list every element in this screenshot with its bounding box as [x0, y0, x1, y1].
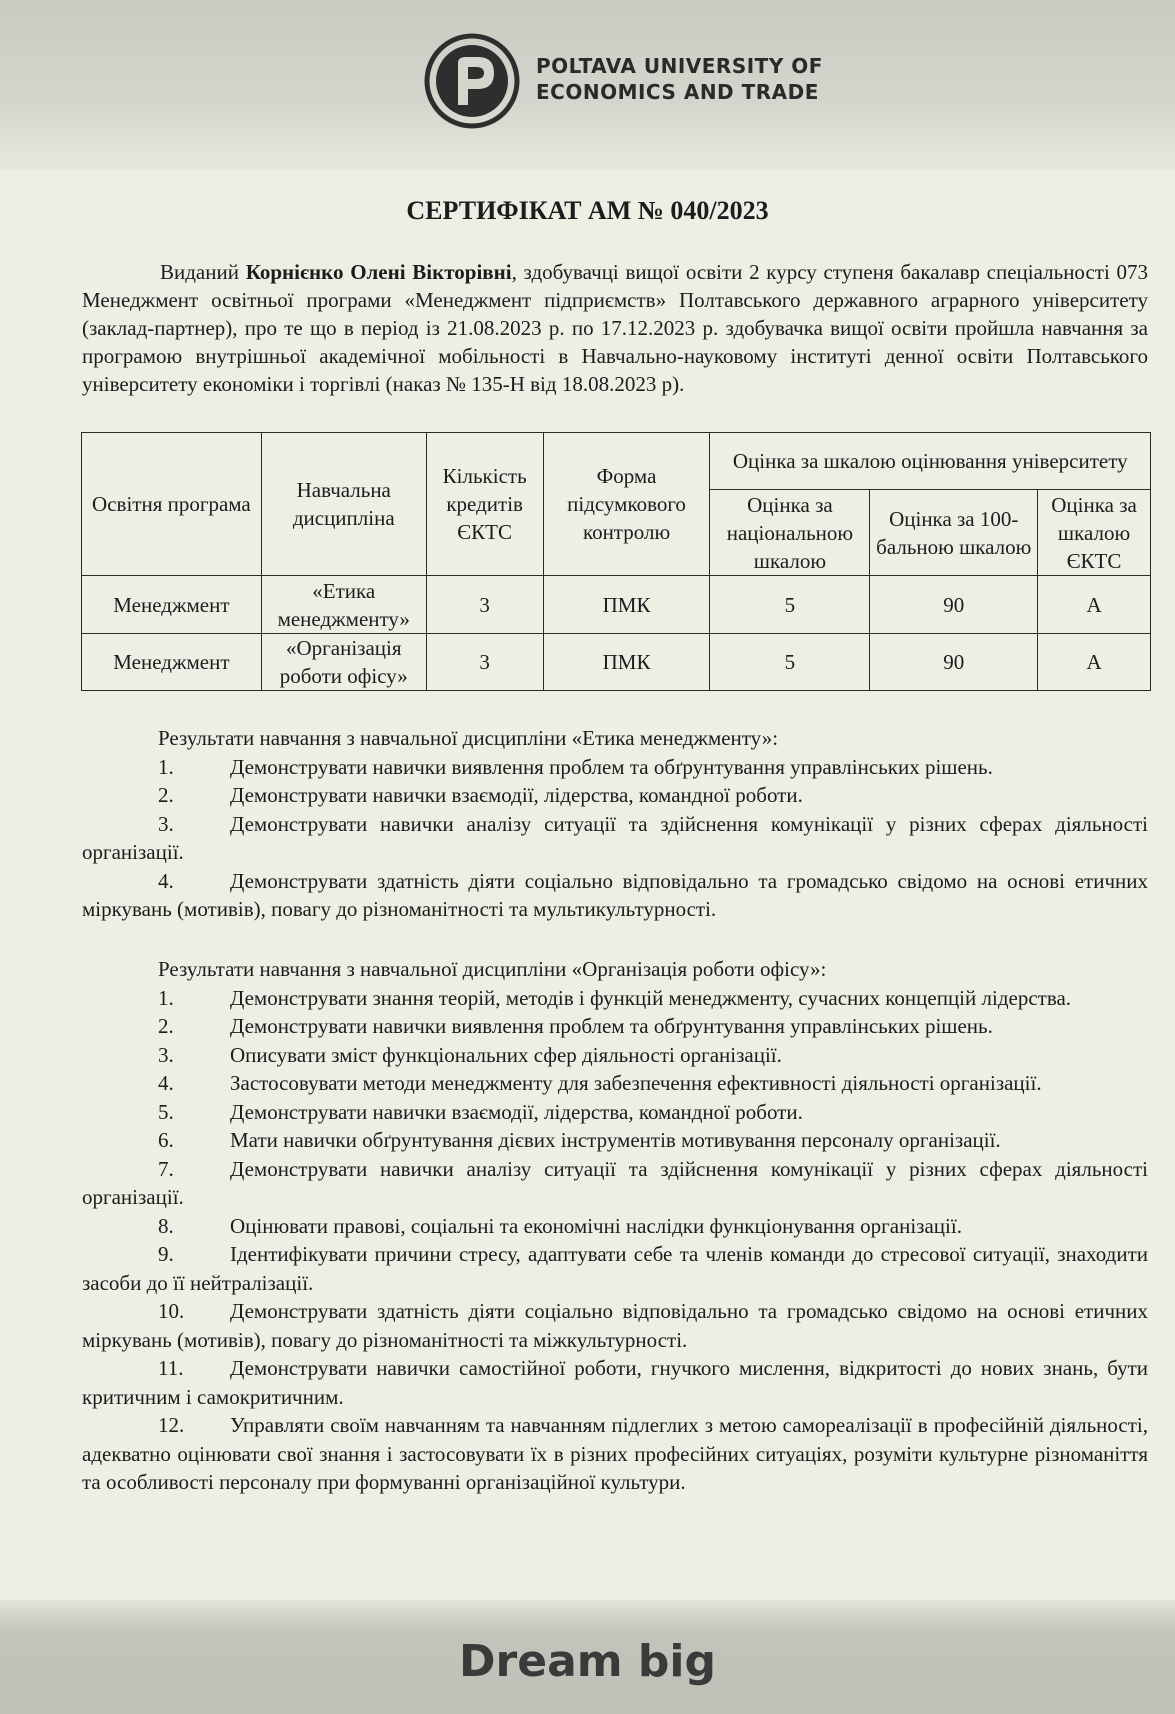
- list-item: [82, 1354, 1148, 1411]
- cell-hundred: 90: [870, 634, 1038, 691]
- item-text: Управляти своїм навчанням та навчанням підлеглих з метою самореалізації в професійній діяльності, адекватно оцінювати свої знання і застосовувати їх в різних професійних ситуаціях, розуміти культурне різноманіття та особливості персоналу при формуванні організаційної культури.: [82, 1413, 1148, 1494]
- cell-control: ПМК: [543, 634, 710, 691]
- item-number: 6.: [158, 1128, 174, 1152]
- item-text: Демонструвати знання теорій, методів і функцій менеджменту, сучасних концепцій лідерства.: [230, 985, 1072, 1010]
- item-number: 4.: [158, 868, 174, 893]
- results-ethics-section: [82, 724, 1148, 924]
- intro-paragraph: [82, 258, 1148, 398]
- certificate-title: СЕРТИФІКАТ АМ № 040/2023: [406, 196, 769, 225]
- header-hundred: Оцінка за 100-бальною шкалою: [870, 490, 1038, 576]
- header-control: Форма підсумкового контролю: [543, 433, 710, 576]
- cell-ects: A: [1038, 576, 1151, 634]
- item-number: 1.: [158, 985, 174, 1010]
- item-text: Описувати зміст функціональних сфер діяльності організації.: [230, 1042, 782, 1067]
- cell-control: ПМК: [543, 576, 710, 634]
- item-number: 2.: [158, 783, 174, 807]
- list-item: [82, 781, 1148, 810]
- item-text: Демонструвати навички виявлення проблем та обґрунтування управлінських рішень.: [230, 754, 993, 779]
- item-number: 5.: [158, 1099, 174, 1124]
- list-item: [82, 810, 1148, 867]
- cell-discipline: «Етика менеджменту»: [261, 576, 426, 634]
- item-text: Демонструвати навички взаємодії, лідерства, командної роботи.: [230, 783, 803, 807]
- item-number: 2.: [158, 1014, 174, 1038]
- cell-credits: 3: [426, 576, 543, 634]
- cell-discipline: «Організація роботи офісу»: [261, 634, 426, 691]
- results-office-heading: Результати навчання з навчальної дисципліни «Організація роботи офісу»:: [158, 957, 827, 981]
- intro-prefix: Виданий: [160, 260, 246, 284]
- cell-program: Менеджмент: [82, 634, 262, 691]
- list-item: [82, 1297, 1148, 1354]
- university-name-line1: POLTAVA UNIVERSITY OF: [536, 54, 823, 78]
- table-row: [82, 576, 1151, 634]
- list-item: [82, 1098, 1148, 1127]
- grades-table: [81, 432, 1151, 691]
- item-number: 1.: [158, 754, 174, 779]
- item-number: 11.: [158, 1356, 184, 1380]
- table-row: [82, 634, 1151, 691]
- list-item: [82, 984, 1148, 1013]
- list-item: [82, 1041, 1148, 1070]
- university-logo-icon: [424, 33, 520, 129]
- list-item: [82, 1240, 1148, 1297]
- list-item: [82, 753, 1148, 782]
- list-item: [82, 1411, 1148, 1497]
- intro-text: , здобувачці вищої освіти 2 курсу ступеня бакалавр спеціальності 073 Менеджмент освітньої програми «Менеджмент підприємств» Полтавського державного аграрного університету (заклад-партнер), про те що в період із 21.08.2023 р. по 17.12.2023 р. здобувачка вищої освіти пройшла навчання за програмою внутрішньої академічної мобільності в Навчально-науковому інституті денної освіти Полтавського університету економіки і торгівлі (наказ № 135-Н від 18.08.2023 р).: [82, 260, 1148, 396]
- list-item: [82, 1155, 1148, 1212]
- cell-credits: 3: [426, 634, 543, 691]
- item-text: Демонструвати навички виявлення проблем та обґрунтування управлінських рішень.: [230, 1014, 993, 1038]
- item-text: Демонструвати здатність діяти соціально відповідально та громадсько свідомо на основі етичних міркувань (мотивів), повагу до різноманітності та мультикультурності.: [82, 868, 1148, 921]
- header-program: Освітня програма: [82, 433, 262, 576]
- cell-national: 5: [710, 634, 870, 691]
- item-number: 9.: [158, 1242, 174, 1266]
- item-text: Демонструвати здатність діяти соціально відповідально та громадсько свідомо на основі етичних міркувань (мотивів), повагу до різноманітності та міжкультурності.: [82, 1299, 1148, 1352]
- university-name-line2: ECONOMICS AND TRADE: [536, 80, 819, 104]
- item-number: 4.: [158, 1071, 174, 1095]
- header-national: Оцінка за національною шкалою: [710, 490, 870, 576]
- item-number: 7.: [158, 1156, 174, 1181]
- cell-ects: A: [1038, 634, 1151, 691]
- header-credits: Кількість кредитів ЄКТС: [426, 433, 543, 576]
- list-item: [82, 867, 1148, 924]
- item-number: 10.: [158, 1299, 185, 1323]
- item-number: 12.: [158, 1413, 185, 1437]
- list-item: [82, 1012, 1148, 1041]
- list-item: [82, 1212, 1148, 1241]
- cell-hundred: 90: [870, 576, 1038, 634]
- recipient-name: Корнієнко Олені Вікторівні: [245, 260, 512, 284]
- cell-national: 5: [710, 576, 870, 634]
- university-name: [536, 53, 823, 105]
- header-grade-group: Оцінка за шкалою оцінювання університету: [710, 433, 1151, 490]
- item-text: Застосовувати методи менеджменту для забезпечення ефективності діяльності організації.: [230, 1071, 1042, 1095]
- item-number: 3.: [158, 1042, 174, 1067]
- item-text: Мати навички обґрунтування дієвих інструментів мотивування персоналу організації.: [230, 1128, 1001, 1152]
- footer-slogan: Dream big: [459, 1636, 716, 1687]
- results-ethics-heading: Результати навчання з навчальної дисципліни «Етика менеджменту»:: [158, 726, 779, 750]
- item-text: Демонструвати навички аналізу ситуації та здійснення комунікації у різних сферах діяльності організації.: [82, 811, 1148, 864]
- list-item: [82, 1126, 1148, 1155]
- header-discipline: Навчальна дисципліна: [261, 433, 426, 576]
- header-ects: Оцінка за шкалою ЄКТС: [1038, 490, 1151, 576]
- item-text: Демонструвати навички самостійної роботи, гнучкого мислення, відкритості до нових знань, бути критичним і самокритичним.: [82, 1356, 1148, 1409]
- cell-program: Менеджмент: [82, 576, 262, 634]
- item-text: Демонструвати навички аналізу ситуації та здійснення комунікації у різних сферах діяльності організації.: [82, 1156, 1148, 1209]
- item-number: 8.: [158, 1213, 174, 1238]
- item-number: 3.: [158, 811, 174, 836]
- item-text: Ідентифікувати причини стресу, адаптувати себе та членів команди до стресової ситуації, знаходити засоби до її нейтралізації.: [82, 1242, 1148, 1295]
- results-office-section: [82, 955, 1148, 1497]
- list-item: [82, 1069, 1148, 1098]
- item-text: Демонструвати навички взаємодії, лідерства, командної роботи.: [230, 1099, 803, 1124]
- item-text: Оцінювати правові, соціальні та економічні наслідки функціонування організації.: [230, 1213, 962, 1238]
